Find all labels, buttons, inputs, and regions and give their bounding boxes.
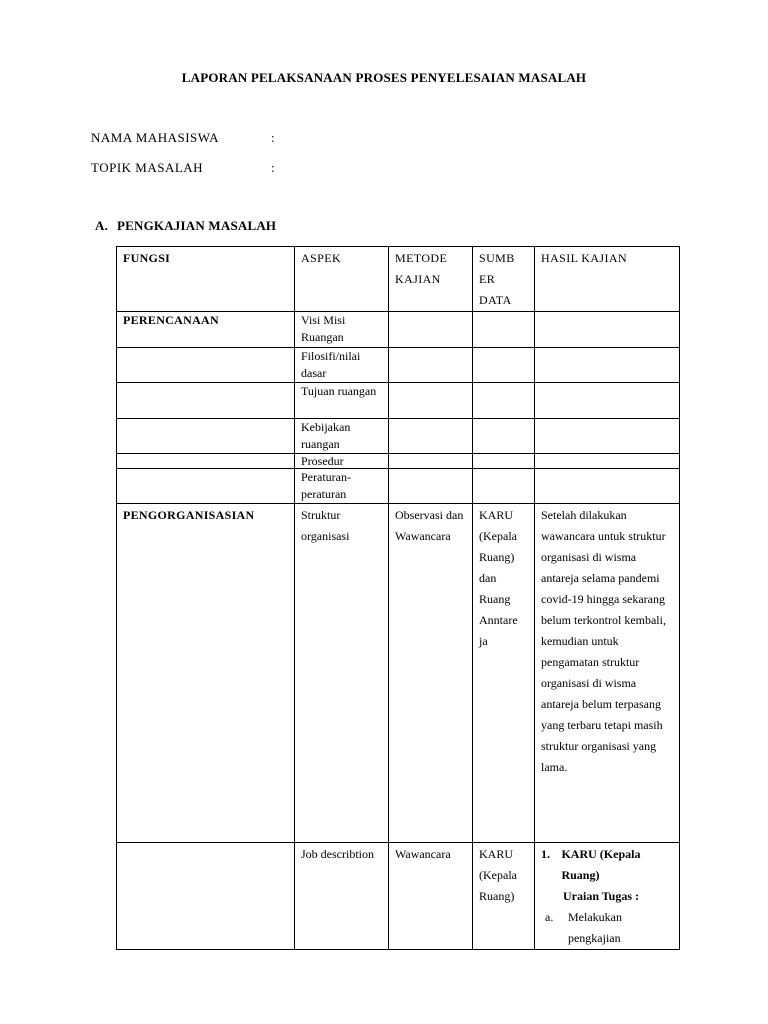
hasil-cell bbox=[535, 454, 680, 469]
aspek-cell: Struktur organisasi bbox=[295, 504, 389, 843]
field-separator: : bbox=[271, 130, 276, 145]
sub-text: Melakukan pengkajian bbox=[567, 910, 622, 945]
sumber-cell bbox=[473, 469, 535, 504]
table-row bbox=[117, 419, 680, 454]
header-metode: METODE KAJIAN bbox=[389, 247, 473, 312]
fungsi-cell bbox=[117, 454, 295, 469]
table-row bbox=[117, 348, 680, 383]
aspek-cell: Peraturan-peraturan bbox=[295, 469, 389, 504]
section-heading bbox=[95, 218, 276, 234]
header-fungsi: FUNGSI bbox=[117, 247, 295, 312]
section-title: PENGKAJIAN MASALAH bbox=[117, 218, 277, 233]
hasil-cell bbox=[535, 469, 680, 504]
sumber-cell bbox=[473, 454, 535, 469]
table-row bbox=[117, 504, 680, 843]
metode-cell: Wawancara bbox=[389, 843, 473, 950]
field-label: NAMA MAHASISWA bbox=[91, 130, 219, 145]
field-label: TOPIK MASALAH bbox=[91, 160, 204, 175]
assessment-table bbox=[116, 246, 680, 950]
fungsi-cell bbox=[117, 469, 295, 504]
metode-cell bbox=[389, 454, 473, 469]
fungsi-cell bbox=[117, 843, 295, 950]
aspek-cell: Kebijakan ruangan bbox=[295, 419, 389, 454]
sumber-cell: KARU (Kepala Ruang) bbox=[473, 843, 535, 950]
fungsi-cell bbox=[117, 348, 295, 383]
aspek-cell: Job describtion bbox=[295, 843, 389, 950]
document-title: LAPORAN PELAKSANAAN PROSES PENYELESAIAN MASALAH bbox=[181, 70, 587, 85]
list-number: 1. bbox=[541, 847, 550, 861]
aspek-cell: Prosedur bbox=[295, 454, 389, 469]
header-sumber: SUMB ER DATA bbox=[473, 247, 535, 312]
sumber-cell bbox=[473, 348, 535, 383]
field-separator: : bbox=[271, 160, 276, 175]
section-letter: A. bbox=[95, 218, 109, 233]
sumber-cell bbox=[473, 419, 535, 454]
fungsi-cell bbox=[117, 419, 295, 454]
sumber-cell bbox=[473, 312, 535, 348]
table-header-row bbox=[117, 247, 680, 312]
hasil-cell bbox=[535, 312, 680, 348]
sumber-cell: KARU (Kepala Ruang) dan Ruang Anntare ja bbox=[473, 504, 535, 843]
header-hasil: HASIL KAJIAN bbox=[535, 247, 680, 312]
table-row bbox=[117, 312, 680, 348]
fungsi-cell bbox=[117, 383, 295, 419]
fungsi-perencanaan: PERENCANAAN bbox=[117, 312, 295, 348]
field-nama-mahasiswa bbox=[91, 130, 275, 146]
metode-cell bbox=[389, 348, 473, 383]
hasil-cell: Setelah dilakukan wawancara untuk struktur organisasi di wisma antareja selama pandemi covid-19 hingga sekarang belum terkontrol kembali, kemudian untuk pengamatan struktur organisasi di wisma antareja belum terpasang yang terbaru tetapi masih struktur organisasi yang lama. bbox=[535, 504, 680, 843]
sumber-cell bbox=[473, 383, 535, 419]
hasil-cell bbox=[535, 348, 680, 383]
table-row bbox=[117, 383, 680, 419]
metode-cell bbox=[389, 419, 473, 454]
field-topik-masalah bbox=[91, 160, 275, 176]
sub-letter: a. bbox=[545, 910, 554, 924]
metode-cell bbox=[389, 312, 473, 348]
aspek-cell: Visi Misi Ruangan bbox=[295, 312, 389, 348]
metode-cell bbox=[389, 383, 473, 419]
hasil-cell bbox=[535, 419, 680, 454]
hasil-cell bbox=[535, 843, 680, 950]
table-row bbox=[117, 469, 680, 504]
fungsi-pengorganisasian: PENGORGANISASIAN bbox=[117, 504, 295, 843]
metode-cell: Observasi dan Wawancara bbox=[389, 504, 473, 843]
metode-cell bbox=[389, 469, 473, 504]
sub-title: Uraian Tugas : bbox=[563, 889, 640, 903]
list-item bbox=[541, 844, 673, 886]
table-row bbox=[117, 454, 680, 469]
table-row bbox=[117, 843, 680, 950]
header-aspek: ASPEK bbox=[295, 247, 389, 312]
aspek-cell: Filosifi/nilai dasar bbox=[295, 348, 389, 383]
aspek-cell: Tujuan ruangan bbox=[295, 383, 389, 419]
hasil-cell bbox=[535, 383, 680, 419]
list-title: KARU (Kepala Ruang) bbox=[561, 847, 641, 882]
sub-list-item bbox=[541, 907, 673, 949]
